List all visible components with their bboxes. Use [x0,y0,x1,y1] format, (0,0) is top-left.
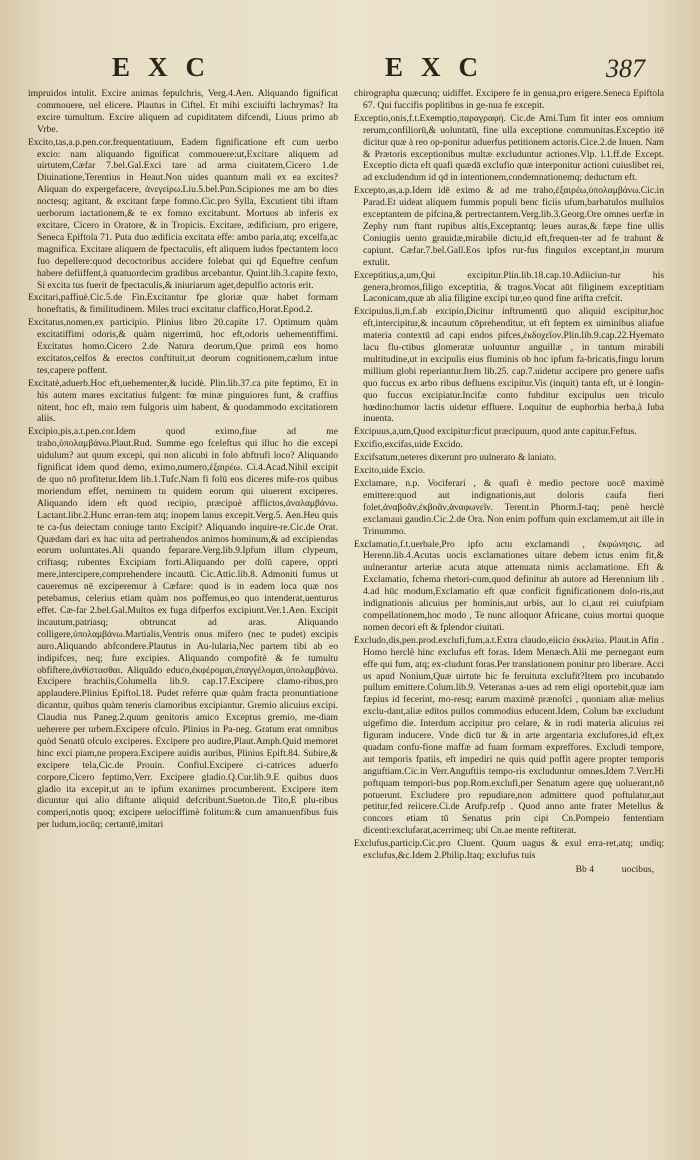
dictionary-entry: Excifsatum,ueteres dixerunt pro uulnerato & laniato. [354,452,557,464]
dictionary-entry: Excifio,excifas,uide Excido. [354,439,463,451]
text-columns [28,88,664,1150]
dictionary-entry: chirographa quæcunq; uidiffet. Excipere fe in genua,pro erigere.Seneca Epiftola 67. Qui fuccifis poplitibus in ge-nua fe excepit. [354,88,664,111]
dictionary-entry: Excitatus,nomen,ex participio. Plinius libro 20.capite 17. Optimum quàm excitatiffimi odoris,& quàm nigerrimū, hoc eft,odoris uehementiffimi. Excitatus homo.Cicero 2.de Natura deorum,Que primū eos homo excitatos,celfos & erectos conftituit,ut deorum cognitionem,cælum intue tes,capere poffent. [28,317,338,376]
running-header [0,52,700,88]
header-left-word: EXC [112,52,224,82]
signature-mark: Bb 4 [575,864,594,875]
dictionary-entry: Exclamare, n.p. Vociferari , & quafi è medio pectore uocē maximè emittere:quod aut indignationis,aut doloris caufa fieri folet,ἀναβοᾶν,ἐκβοᾶν,ἀναφωνεῖν. Terent.in Phorm.I-taq; penè herclè exclamaui gaudio.Cic.2.de Ora. Non enim poffum quin exclamem,ut ait ille in Trinummo. [354,478,664,537]
left-column [28,88,338,1150]
dictionary-entry: Excludo,dis,pen.prod.exclufi,fum,a.t.Extra claudo,eiicio ἐκκλείω. Plaut.in Afin . Homo herclè hinc exclufus eft foras. Idem Menæch.Alii me pernegant eum effe qui fum, atq; ex-cludunt foras.Per translationem ponitur pro liberare. Acci us apud Nonium,Quæ uirtute hic fe feruituta exclufit?Item pro incubando pullum emittere.Colum.lib.9. Veteranas a-ues ad rem eligi oportebit,quæ iam fæpius id fecerint, mo-resq; earum maximè prænofci , quoniam aliæ melius exclu-dant,aliæ editos pullos commodius educent.Idem, Colum bæ excludunt uigefimo die. Interdum accipitur pro celare, & in rudi materia alicuius rei figuram inducere. Vnde dicū tur & in arte argentaria exclufores,id eft,ex quadam confu-fione maffæ ad fuam formam expreffores. Excludi tempore, aut temporis fpatiis, eft impediri ne quis quid poffit agere propter temporis anguftiam.Cic.in Verr.Anguftiis tempo-ris excluduntur omnes.Idem 7.Verr.Hi poftquam tempori-bus pop.Rom.exclufi,per Senatum agere quę uoluerant,nō potuerunt. Excludere pro repudiare,non admittere quod poftulatur,aut petitur,fed reiicere.Ci.de Arufp.refp . Quod anno ante frater Metellus & concors etiam tū Senatus prin cipi Cn.Pompeio fententiam dicenti:exclufərat,acerrimeq; ubi Cn.ae mente reftiterat. [354,634,664,837]
right-column [354,88,664,1150]
dictionary-entry: Excitatè,aduerb.Hoc eft,uehementer,& lucidè. Plin.lib.37.ca pite feptimo, Et in his autem mares excitatius fulgent: fœ minæ pinguiores funt, & craffius nitent, hoc eft, maio rem fulgoris uim habent, & quodammodo excitatiorem aliis. [28,377,338,425]
dictionary-entry: impruidos intulit. Excire animas fepulchris, Verg.4.Aen. Aliquando fignificat commouere, uel elicere. Plautus in Ciftel. Et mihi exciuifti lachrymas? Ita excire tumultum. Excire aliquem ad cupiditatem difcendi, Liuus primo ab Vrbe. [28,88,338,135]
page-number: 387 [606,54,645,83]
dictionary-entry: Excipio,pis,a.t.pen.cor.Idem quod eximo,fiue ad me traho,ὑπολαμβάνω.Plaut.Rud. Summe ego fceleftus qui illuc ho die excepi uidulum? aut quum excepi, qui non alicubi in folo abftrufi loco? Aliquando fignificat idem quod demo, eximo,numero,ἐξαιρέω. Ci.4.Acad.Nihil excipit de quo nō profitetur.Idem lib.1.Tufc.Nam fi folū eos diceres mife-ros quibus moriendum effet, neminem tu quidem eorum qui uiuerent exciperes. Aliquando idem eft quod recipio, præcipuè afflictos,ἀναλαμβάνω. Lactant.libr.2.Hunc erran-tem atq; inopem lanus excepit.Verg.5. Aen.Heu quis te ca-fus deiectam coniuge tanto Excipit? Aliquando inquire-re.Cic.de Orat. Quædam dari ex hac uita ad pertrahendos animos hominum,& ad excipiendas eorum uoluntates.Ali quando feparare.Verg.lib.9.Ipfum illum clypeum, criftasq; rubentes Excipiam forti.Aliquando per dolū capere, oppri mere,intercipere,comprehendere incautū. Cic.Attic.lib.8. Admoniti fumus ut caueremus nē exciperemur à Cæfare: quod is in eadem loca quæ nos petebamus, celerius etiam quàm nos poffemus,eo quo intenderat,uenturus effet. Cæ-far 2.bel.Gal.Multos ex fuga difperfos excipiunt.Ver.1.Aen. Excipit incautum,patriasq; obtruncat ad aras. Aliquando colligere,ὑπολαμβάνω.Martialis,Ventris onus mifero (nec te pudet) excipis auro.Aliquando abfcondere.Plautus in Au-lularia,Nec partem tibi ab eo indipifces, neq; fure excipies. Aliquando compofitè & fe tumultu obfiftere,ἀνθίστασθαι. Aliquādo educo,ἐκφέρομαι,ἐπαγγέλομαι,ὑπολαμβάνω. Excipere brachiis,Columella lib.9. cap.17.Excipere clamo-ribus,pro applaudere.Plinius Epiftol.18. Pudet referre quæ quàm fracta pronuntiatione dicantur, quibus quàm teneris clamoribus excipiantur. Gremio alicuius excipi. Claudia nus Paneg.2.quum genitoris amico Exceptus gremio, me-diam ueherere per urbem.Excipere ofculo. Plinius in Pa-neg. Gratum erat omnibus quòd Senatū ofculo exciperes. Excipere pro audire,Plaut.Amph.Quid memoret hinc exci piam,ne propera.Excipere auidis auribus, Plinius Epift.84. Subire,& excipere tela,Cic.de Prouin. Confiul.Excipere ci-catrices aduerfo corpore,Cicero feptimo,Verr. Excipere gladio.Q.Cur.lib.9.E quibus duos gladio ita excepit,ut an te ipfum exanimes procumberent. Excipere item dicuntur qui alio diftante aliquid defcribunt.Sueton.de Tito,E plu-ribus comperi,notis quoq; excipere uelociffimè folitum:& cum amanuenfibus fuis per ludum,iocūq; certantē,imitari [28,426,338,831]
dictionary-entry: Exceptio,onis,f.t.Exemptio,παραγραφή. Cic.de Ami.Tum fit inter eos omnium rerum,confiliorū,& uoluntatū, fine ulla exceptione communitas.Exceptio itē dicitur quæ à reo op-ponitur aduerfus petitionem actoris.Cice.2.de Inuen. Nam & Prætoris exceptionibus multæ excluduntur actiones.Vlp. l.1.ff.de Except. Exceptio dicta eft quafi quædā exclufio quæ interponitur actioni cuiuslibet rei, ad excludendum id qd in intentionem,condemnationemq; deductum eft. [354,112,664,184]
dictionary-entry: Excipulus,li,m.f.ab excipio,Dicitur inftrumentū quo aliquid excipitur,hoc eft,intercipitur,& incautum cōprehenditur, ut eft feptem ex uiminibus aliafue materia contextū ad capi endos pifces,ἐκδοχεῖον.Plin.lib.9.cap.22.Hyemato lacu flu-ctibus glomeratæ uoluuntur anguillæ , in tantum mirabili multitudine,ut in excipulis eius fluminis ob hoc ipfum fa-bricatis,fingu lorum millium globi reperiantur.Item lib.25. cap.7.uidetur accipere pro genere uafis quo fuccus ex arbo ribus defluens excipitur.Vis (inquit) tanta eft, ut è longin-quo fuccus excipiatur.Incifæ conto fubditur excipulus uen triculo hœdino:humor lactis uidetur effluere. Loquitur de euphorbia herba,à Iuba inuenta. [354,306,664,425]
header-right-word: EXC [385,52,497,82]
dictionary-entry: Excepto,as,a.p.Idem idē eximo & ad me traho,ἐξαιρέω,ὑπολαμβάνω.Cic.in Parad.Et uideat aliquem fummis populi benc ficiis ufum,barbatulos mullulos exceptantem de pifcina,& pertrectantem.Verg.lib.3.Georg.Ore omnes uerfæ in Zephy rum ftant rupibus altis,Exceptantq; leues auras,& fæpe fine ullis Coniugiis uento grauidæ,mirabile dictu,id eft,frequen-ter ad fe trahunt & capiunt. Cæfar.7.bel.Gall.Eos ipfos rur-fus fingulos exceptant,in murum extulit. [354,185,664,268]
dictionary-entry: Excitari,paffiuè.Cic.5.de Fin.Excitantur fpe gloriæ quæ habet formam honeftatis, & fimilitudinem. Miles truci excitatur claffico,Horat.Epod.2. [28,292,338,316]
dictionary-entry: Excito,uide Excio. [354,465,426,477]
dictionary-entry: Exceptitius,a,um,Qui excipitur.Plin.lib.18.cap.10.Adiiciun-tur his genera,bromos,filigo exceptitia, & tragos.Vocat aūt filiginem exceptitiam Laconicam,quæ ab alia filigine excipi tur,eo quod fine arifta crefcit. [354,269,664,305]
dictionary-entry: Excipuus,a,um,Quod excipitur:ficut præcipuum, quod ante capitur.Feftus. [354,426,637,438]
dictionary-entry: Exclufus,particip.Cic.pro Cluent. Quum uagus & exul erra-ret,atq; undiq; exclufus,&c.Idem 2.Philip.Itaq; exclufus tuis [354,838,664,862]
dictionary-entry: Excito,tas,a.p.pen.cor.frequentatiuum, Eadem fignificatione eft cum uerbo excio: nam aliquando fignificat commouere:ut,Excitare aliquem ad uirtutem,Cæfar 7.bel.Gal.Exci tare ad arma ciuitatem,Cicero 1.de Diuinatione,Terentius in Heaut.Non uides quantum mali ex ea excites? Aliquan do expergefacere, ἀνεγείρω.Liu.5.bel.Pun.Scipiones me am bo dies noctesq; agitant, & excitant fæpe fomno.Cic.pro Sylla, Excutient tibi iftam uerborum iactationem,& te ex fomno excitabunt. Mortuos ab inferis ex excitare, Cicero in Oratore, & in Tropicis. Excitare, ædificium, pro erigere, Seneca Epiftola 71. Puta duo ædificia excitata effe: ambo paria,atq; excelfa,ac magnifica. Excitare aliquem de fpectaculis, eft aliquem ludos fpectantem loco fuo depellere:quod decoctoribus accidere folebat qui qd Equeftre cenfum habere defiiffent,à quatuordecim gradibus arcebantur. Quint.lib.3.capite fexto, Si excita tus fuerit de fpectaculis,& iniuriarum aget,depulfio actoris erit. [28,136,338,291]
catchword: uocibus, [621,864,654,875]
page-footer [354,864,664,876]
right-column-entries [354,88,664,862]
dictionary-entry: Exclamatio,f.t.uerbale,Pro ipfo actu exclamandi , ἐκφώνησις. ad Herenn.lib.4.Acutas uocis exclamationes uitare debem ictus enim fit,& uulnerantur arteriæ acuta atque attenuata nimis acclamatione. Eft & Exclamatio, fchema rhetori-cum,quod definitur ab autore ad Herennium lib . 4.ad hūc modum,Exclamatio eft quæ conficit fignificationem dolo-ris,aut indignationis alicuius per hominis,aut urbis, aut lo ci,aut rei cuiufpiam compellationem,hoc modo , Te nunc alloquor Africane, cuius mortui quoque nomen decori eft & fplendor ciuitati. [354,538,664,633]
